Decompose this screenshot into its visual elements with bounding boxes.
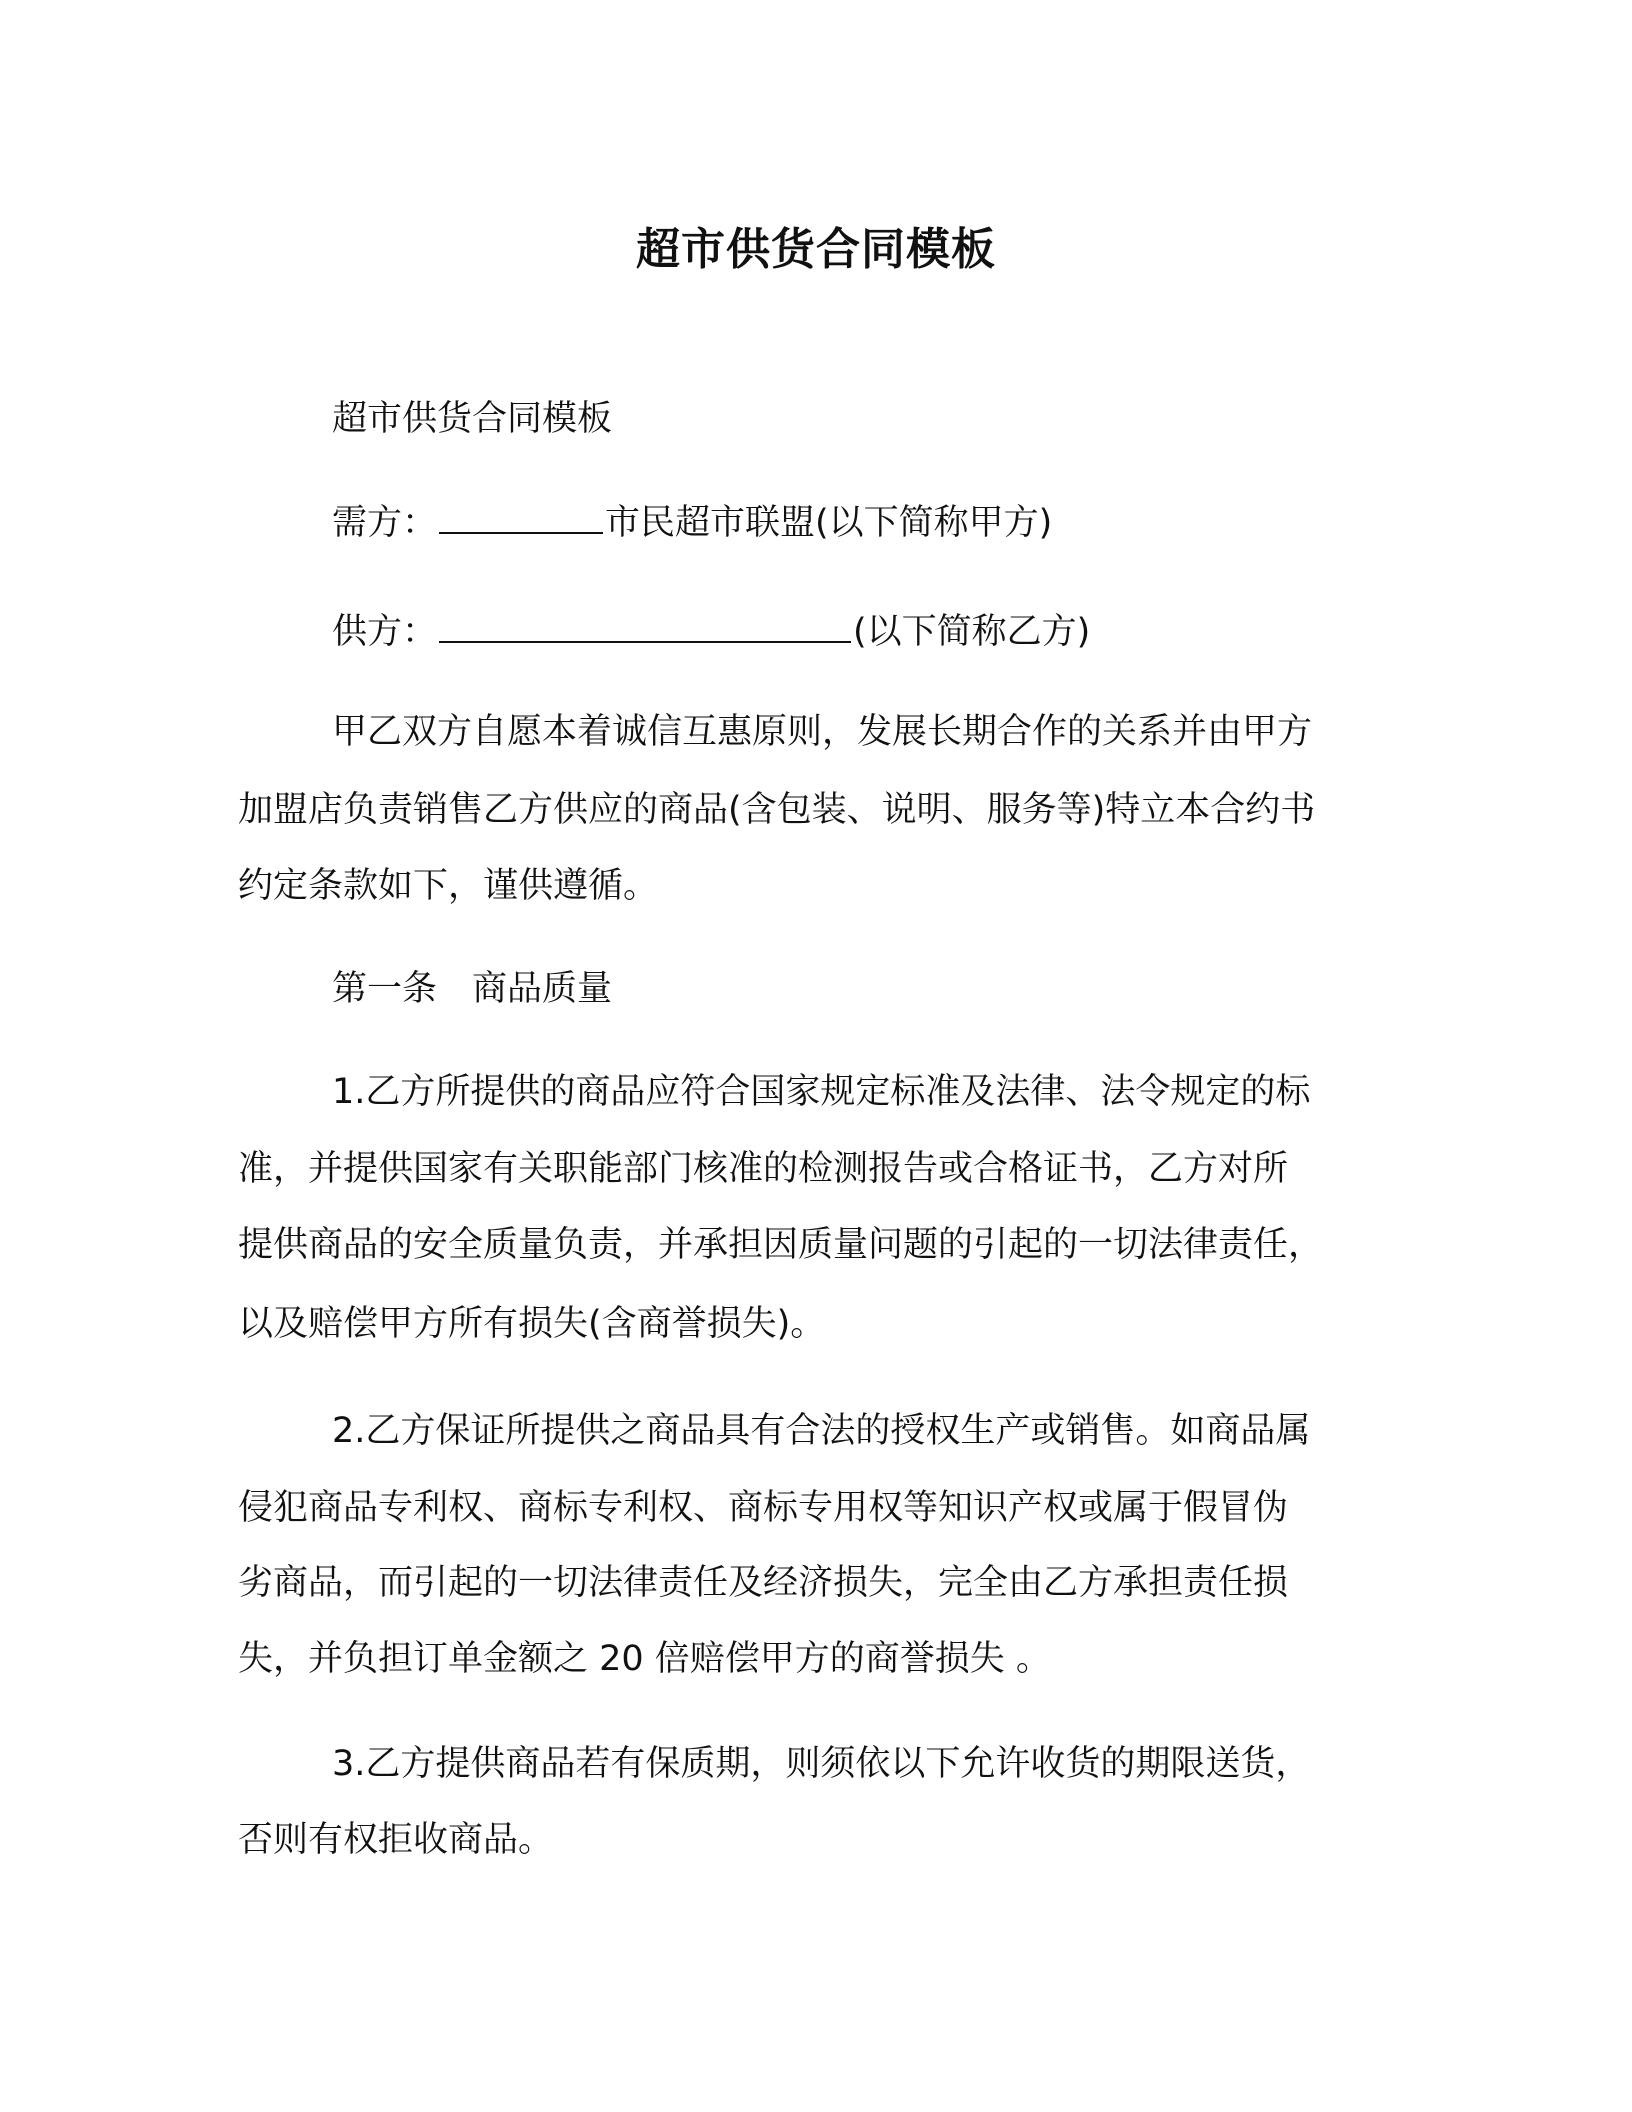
clause-2-line-4: 失，并负担订单金额之 20 倍赔偿甲方的商誉损失 。: [238, 1639, 1051, 1679]
clause-2-line-3: 劣商品，而引起的一切法律责任及经济损失，完全由乙方承担责任损: [238, 1563, 1289, 1603]
supplier-label: 供方：: [332, 612, 438, 652]
clause-2-line-1: 2.乙方保证所提供之商品具有合法的授权生产或销售。如商品属: [332, 1411, 1311, 1451]
document-title: 超市供货合同模板: [636, 224, 996, 275]
clause-2-line-2: 侵犯商品专利权、商标专利权、商标专用权等知识产权或属于假冒伪: [238, 1488, 1289, 1528]
preamble-line-2: 加盟店负责销售乙方供应的商品(含包装、说明、服务等)特立本合约书: [238, 790, 1316, 830]
clause-1-line-1: 1.乙方所提供的商品应符合国家规定标准及法律、法令规定的标: [332, 1072, 1311, 1112]
clause-3-line-2: 否则有权拒收商品。: [238, 1820, 554, 1860]
clause-1-line-2: 准，并提供国家有关职能部门核准的检测报告或合格证书，乙方对所: [238, 1149, 1289, 1189]
buyer-name: 市民超市联盟(以下简称甲方): [605, 503, 1053, 543]
clause-1-line-4: 以及赔偿甲方所有损失(含商誉损失)。: [238, 1304, 826, 1344]
supplier-line: [332, 609, 1090, 655]
document-subtitle: 超市供货合同模板: [332, 399, 613, 439]
buyer-label: 需方：: [332, 503, 438, 543]
supplier-blank: [439, 611, 851, 643]
clause-3-line-1: 3.乙方提供商品若有保质期，则须依以下允许收货的期限送货，: [332, 1744, 1311, 1784]
buyer-line: [332, 500, 1052, 546]
buyer-blank: [439, 502, 603, 534]
supplier-name: (以下简称乙方): [853, 612, 1091, 652]
preamble-line-1: 甲乙双方自愿本着诚信互惠原则，发展长期合作的关系并由甲方: [332, 712, 1313, 752]
preamble-line-3: 约定条款如下，谨供遵循。: [238, 866, 659, 906]
clause-1-line-3: 提供商品的安全质量负责，并承担因质量问题的引起的一切法律责任，: [238, 1225, 1324, 1265]
article-1-heading: 第一条 商品质量: [332, 969, 613, 1009]
